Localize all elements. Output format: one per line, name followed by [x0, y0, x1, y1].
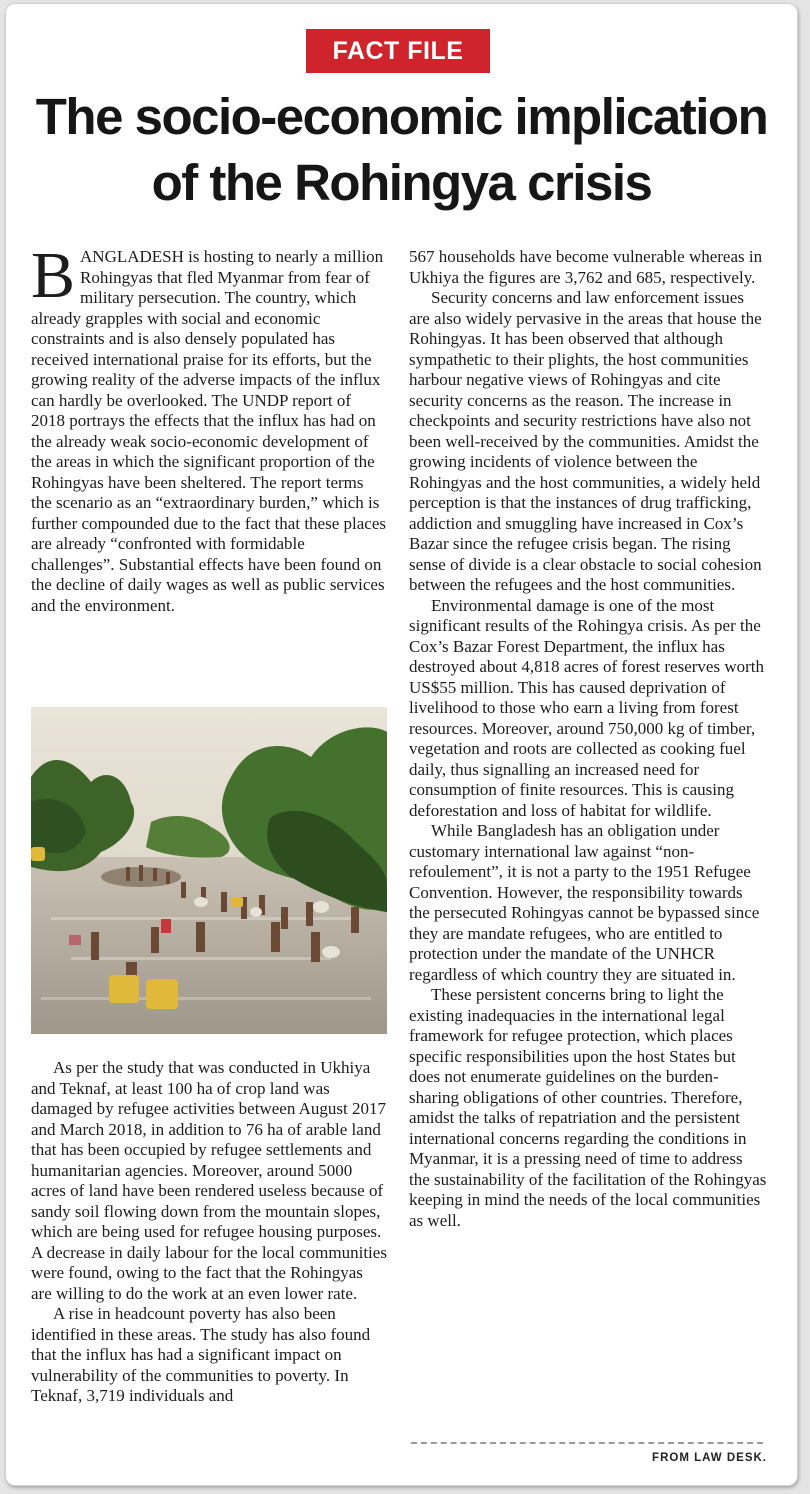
environment-paragraph: Environmental damage is one of the most significant results of the Rohingya crisis. As per the Cox’s Bazar Forest Department, the influx has destroyed about 4,818 acres of forest reserves worth US$55 million. This has caused deprivation of livelihood to those who earn a living from forest resources. Moreover, around 750,000 kg of timber, vegetation and roots are collected as cooking fuel daily, thus signalling an increased need for consumption of finite resources. This is causing deforestation and loss of habitat for wildlife. [409, 595, 764, 820]
crop-land-paragraph: As per the study that was conducted in Ukhiya and Teknaf, at least 100 ha of crop land was damaged by refugee activities between August 2017 and March 2018, in addition to 76 ha of arable land that has been occupied by refugee settlements and humanitarian agencies. Moreover, around 5000 acres of land have been rendered useless because of sandy soil flowing down from the mountain slopes, which are being used for refugee housing purposes. A decrease in daily labour for the local communities were found, owing to the fact that the Rohingyas are willing to do the work at an even lower rate. [31, 1058, 387, 1303]
intro-paragraph [31, 239, 387, 616]
headline [16, 84, 787, 216]
refugees-wading-photo [31, 707, 387, 1034]
article-page [5, 3, 798, 1486]
drop-cap: B [31, 239, 76, 312]
right-column [409, 247, 767, 1231]
dashed-divider [411, 1442, 763, 1444]
poverty-paragraph: A rise in headcount poverty has also been identified in these areas. The study has also found that the influx has had a significant impact on vulnerability of the communities to poverty. In Teknaf, 3,719 individuals and [31, 1304, 371, 1405]
households-paragraph: 567 households have become vulnerable whereas in Ukhiya the figures are 3,762 and 685, respectively. [409, 247, 763, 287]
left-column-top [31, 239, 387, 616]
security-paragraph: Security concerns and law enforcement issues are also widely pervasive in the areas that house the Rohingyas. It has been observed that although sympathetic to their plights, the host communities harbour negative views of Rohingyas and cite security concerns as the reason. The increase in checkpoints and security restrictions have also not been well-received by the communities. Amidst the growing incidents of violence between the Rohingyas and the host communities, a widely held perception is that the instances of drug trafficking, addiction and smuggling have increased in Cox’s Bazar since the refugee crisis began. The rising sense of divide is a clear obstacle to social cohesion between the refugees and the host communities. [409, 288, 762, 594]
fact-file-badge: FACT FILE [306, 29, 490, 73]
article-photo [31, 707, 387, 1034]
concerns-paragraph: These persistent concerns bring to light the existing inadequacies in the international legal framework for refugee protection, which places specific responsibilities upon the host States but does not enumerate guidelines on the burden-sharing obligations of other countries. Therefore, amidst the talks of repatriation and the persistent international concerns regarding the conditions in Myanmar, it is a pressing need of time to address the sustainability of the facilitation of the Rohingyas keeping in mind the needs of the local communities as well. [409, 985, 767, 1230]
intro-paragraph-text: ANGLADESH is hosting to nearly a million Rohingyas that fled Myanmar from fear of military persecution. The country, which already grapples with social and economic constraints and is also densely populated has received international praise for its efforts, but the growing reality of the adverse impacts of the influx can hardly be overlooked. The UNDP report of 2018 portrays the effects that the influx has had on the already weak socio-economic development of the areas in which the significant proportion of the Rohingyas have been sheltered. The report terms the scenario as an “extraordinary burden,” which is further compounded due to the fact that these places are already “confronted with formidable challenges”. Substantial effects have been found on the decline of daily wages as well as public services and the environment. [31, 247, 386, 615]
headline-line-2: of the Rohingya crisis [151, 154, 652, 211]
refoulement-paragraph: While Bangladesh has an obligation under customary international law against “non-refoulement”, it is not a party to the 1951 Refugee Convention. However, the responsibility towards the persecuted Rohingyas cannot be bypassed since they are mandate refugees, who are entitled to protection under the mandate of the UNHCR regardless of which country they are situated in. [409, 821, 760, 984]
left-column-bottom [31, 1058, 387, 1407]
credit-line: FROM LAW DESK. [652, 1452, 767, 1464]
headline-line-1: The socio-economic implication [35, 88, 768, 145]
